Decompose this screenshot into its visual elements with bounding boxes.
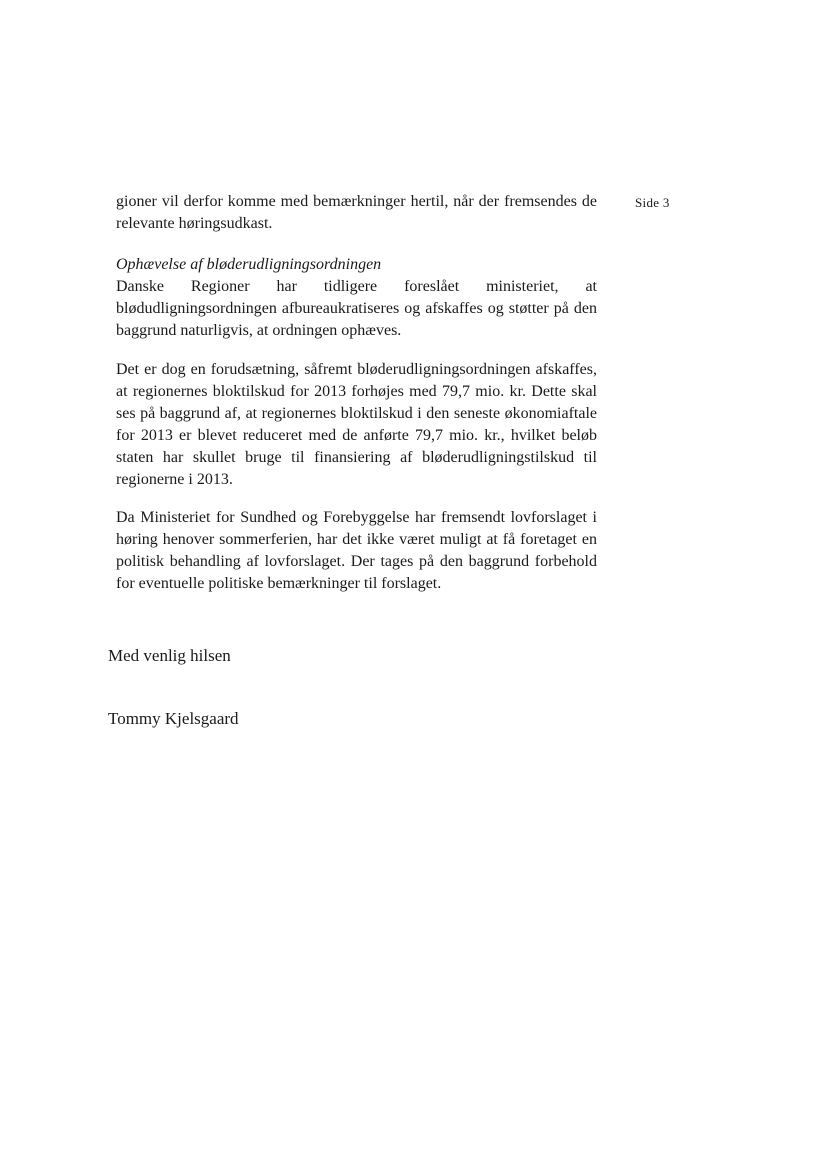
paragraph-condition: Det er dog en forudsætning, såfremt bløderudligningsordningen afskaffes, at regionernes bloktilskud for 2013 forhøjes med 79,7 mio. kr. Dette skal ses på baggrund af, at regionernes bloktilskud i den seneste økonomiaftale for 2013 er blevet reduceret med de anførte 79,7 mio. kr., hvilket beløb staten har skullet bruge til finansiering af bløderudligningstilskud til regionerne i 2013. <box>116 361 597 488</box>
paragraph-reservation: Da Ministeriet for Sundhed og Forebyggelse har fremsendt lovforslaget i høring henover sommerferien, har det ikke været muligt at få foretaget en politisk behandling af lovforslaget. Der tages på den baggrund forbehold for eventuelle politiske bemærkninger til forslaget. <box>116 509 597 592</box>
page-number: Side 3 <box>635 195 670 210</box>
closing-greeting: Med venlig hilsen <box>108 646 231 665</box>
signature-name: Tommy Kjelsgaard <box>108 709 239 728</box>
paragraph-support: Danske Regioner har tidligere foreslået ministeriet, at blødudligningsordningen afbureaukratiseres og afskaffes og støtter på den baggrund naturligvis, at ordningen ophæves. <box>116 278 597 339</box>
paragraph-continuation: gioner vil derfor komme med bemærkninger hertil, når der fremsendes de relevante høringsudkast. <box>116 193 597 232</box>
section-heading: Ophævelse af bløderudligningsordningen <box>116 256 382 273</box>
